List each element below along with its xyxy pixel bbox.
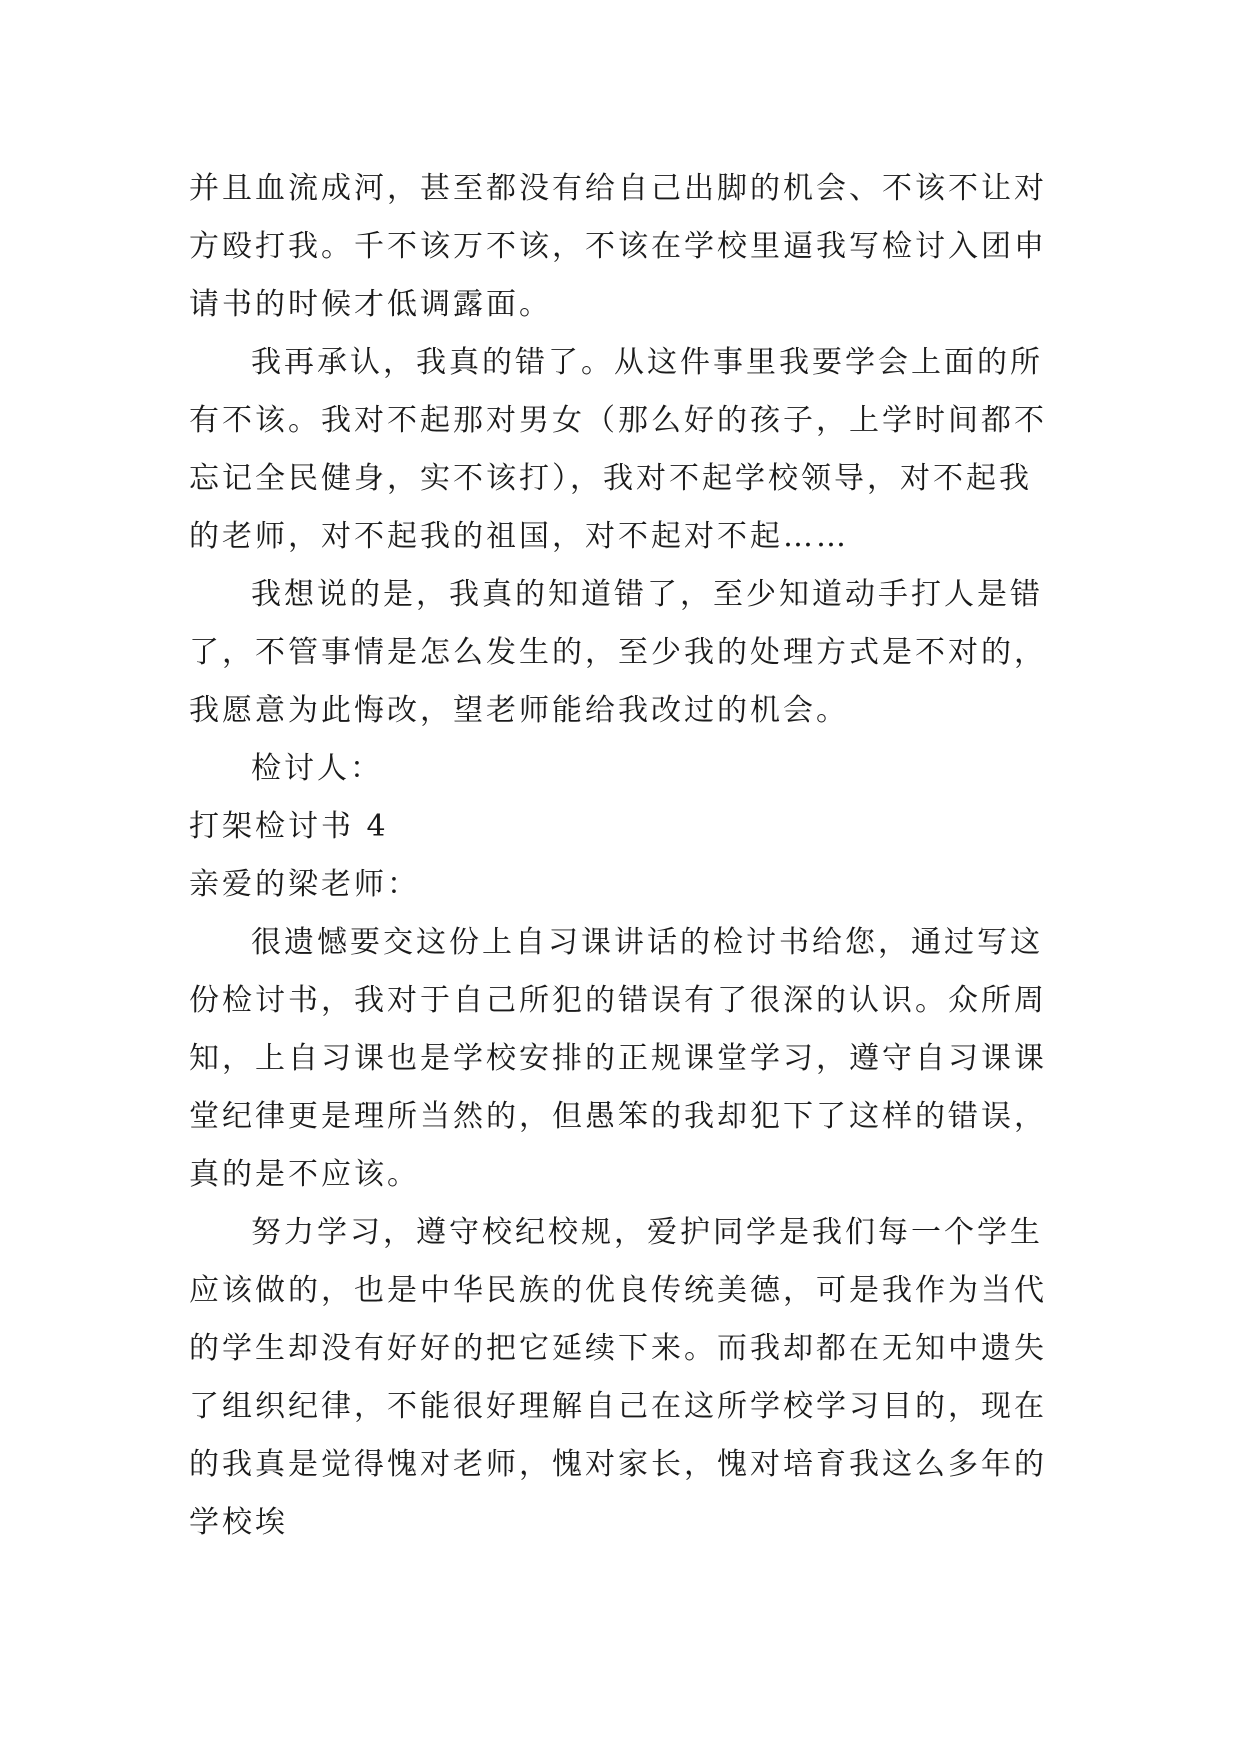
text-line: 学校埃 [189, 1505, 288, 1540]
text-line: 努力学习，遵守校纪校规，爱护同学是我们每一个学生 [251, 1215, 1043, 1250]
text-line: 份检讨书，我对于自己所犯的错误有了很深的认识。众所周 [189, 983, 1047, 1018]
text-line: 我愿意为此悔改，望老师能给我改过的机会。 [189, 693, 849, 728]
text-line: 很遗憾要交这份上自习课讲话的检讨书给您，通过写这 [251, 925, 1043, 960]
text-line: 我想说的是，我真的知道错了，至少知道动手打人是错 [251, 577, 1043, 612]
document-body [189, 160, 1059, 1552]
text-line: 了，不管事情是怎么发生的，至少我的处理方式是不对的， [189, 635, 1047, 670]
text-line: 堂纪律更是理所当然的，但愚笨的我却犯下了这样的错误， [189, 1099, 1047, 1134]
text-line: 请书的时候才低调露面。 [189, 287, 552, 322]
text-line: 应该做的，也是中华民族的优良传统美德，可是我作为当代 [189, 1273, 1047, 1308]
text-line: 并且血流成河，甚至都没有给自己出脚的机会、不该不让对 [189, 171, 1047, 206]
text-line: 的学生却没有好好的把它延续下来。而我却都在无知中遗失 [189, 1331, 1047, 1366]
text-line: 真的是不应该。 [189, 1157, 420, 1192]
text-line: 方殴打我。千不该万不该，不该在学校里逼我写检讨入团申 [189, 229, 1047, 264]
text-line: 了组织纪律，不能很好理解自己在这所学校学习目的，现在 [189, 1389, 1047, 1424]
text-line: 知，上自习课也是学校安排的正规课堂学习，遵守自习课课 [189, 1041, 1047, 1076]
text-line: 我再承认，我真的错了。从这件事里我要学会上面的所 [251, 345, 1043, 380]
text-line: 检讨人： [251, 751, 383, 786]
text-line: 忘记全民健身，实不该打），我对不起学校领导，对不起我 [189, 461, 1032, 496]
text-line: 的老师，对不起我的祖国，对不起对不起…… [189, 519, 849, 554]
text-line: 的我真是觉得愧对老师，愧对家长，愧对培育我这么多年的 [189, 1447, 1047, 1482]
text-line: 亲爱的梁老师： [189, 867, 420, 902]
text-line: 有不该。我对不起那对男女（那么好的孩子，上学时间都不 [189, 403, 1047, 438]
text-line: 打架检讨书 4 [189, 809, 389, 844]
